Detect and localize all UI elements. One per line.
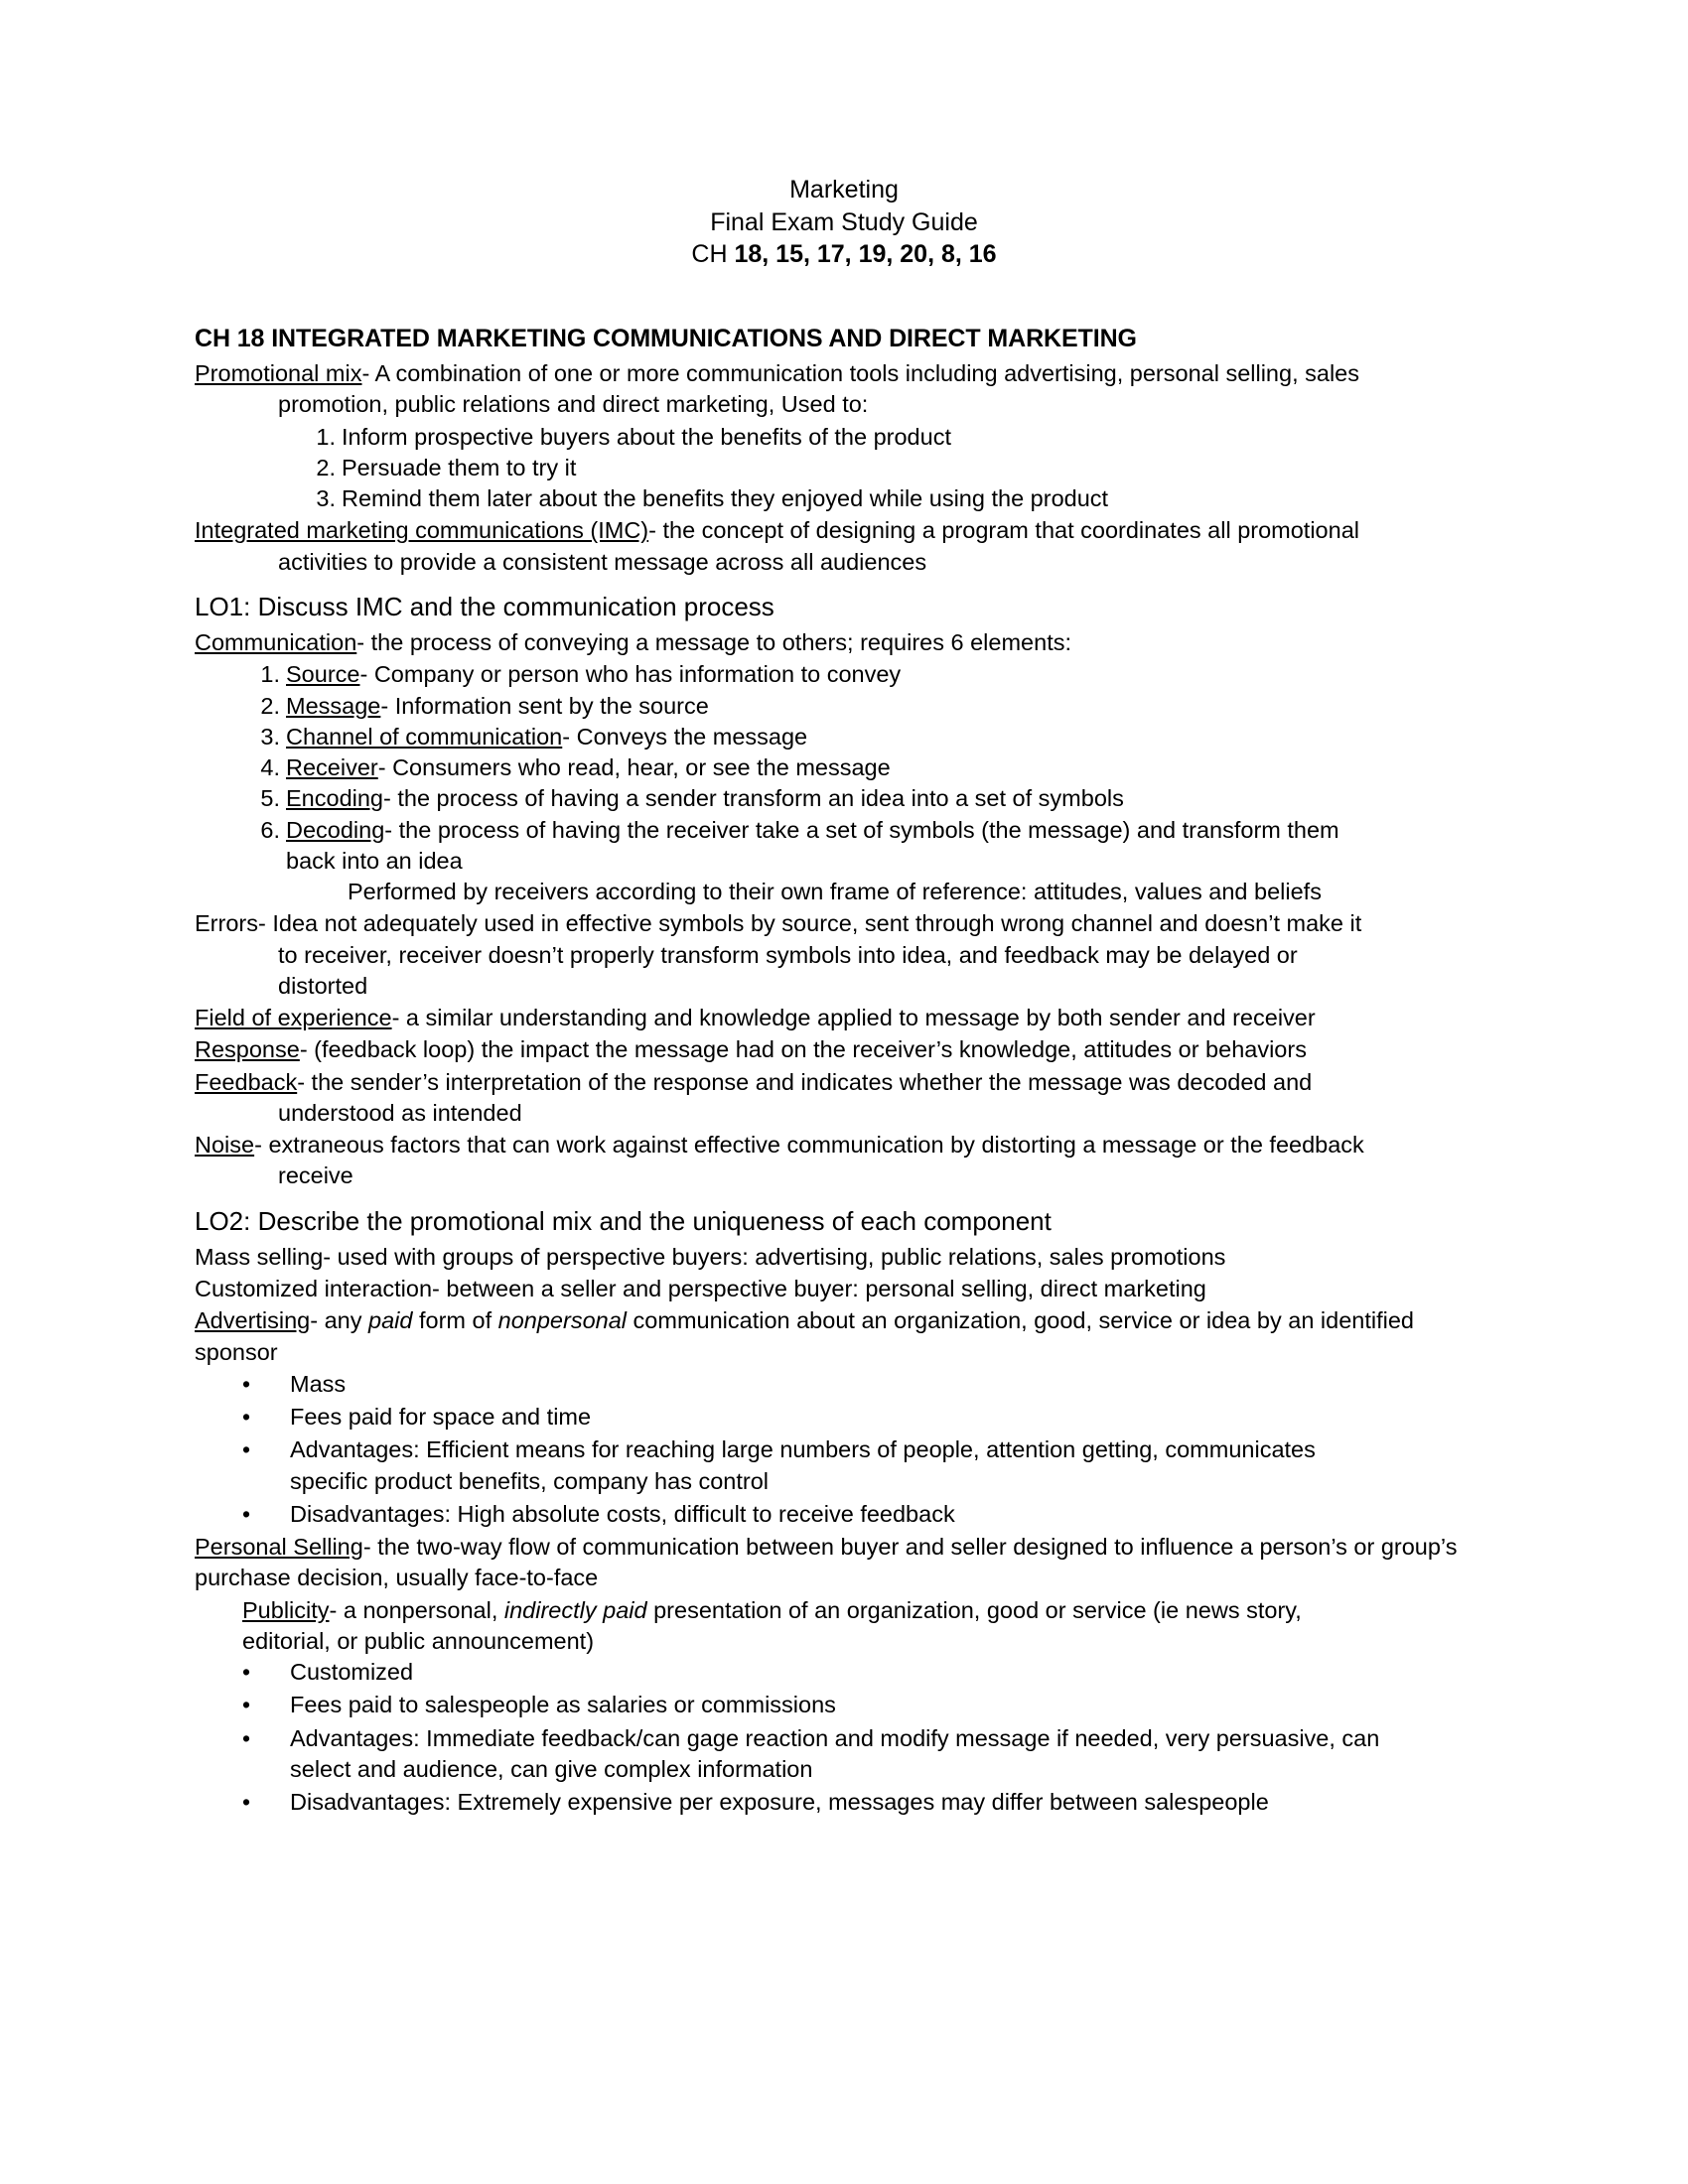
list-item	[195, 1402, 1493, 1433]
list-item	[195, 1657, 1493, 1688]
advertising-italic-nonpersonal: nonpersonal	[497, 1307, 628, 1334]
advertising-text-cont: identified sponsor	[195, 1307, 1414, 1365]
publicity-bullets	[195, 1657, 1493, 1818]
term-imc: Integrated marketing communications (IMC)	[195, 517, 649, 544]
list-item	[195, 1787, 1493, 1818]
response-definition	[195, 1034, 1493, 1065]
bullet-icon: •	[242, 1436, 251, 1463]
feedback-definition	[195, 1067, 1493, 1130]
term-field-of-experience: Field of experience	[195, 1005, 392, 1031]
heading-lo2: LO2: Describe the promotional mix and the uniqueness of each component	[195, 1205, 1052, 1236]
bullet-text: Fees paid for space and time	[290, 1404, 592, 1431]
list-item	[195, 783, 1493, 814]
list-item	[195, 422, 1493, 453]
advertising-definition	[195, 1305, 1493, 1368]
communication-elements-list	[195, 659, 1493, 907]
bullet-icon: •	[242, 1724, 251, 1751]
term-errors: Errors	[195, 910, 258, 937]
list-number: 3.	[316, 485, 336, 511]
advertising-text-3: communication about an organization, good, service or idea by an	[627, 1307, 1315, 1334]
promotional-mix-text-cont: promotion, public relations and direct marketing, Used to:	[278, 391, 869, 418]
list-number: 1.	[260, 661, 280, 688]
feedback-text: - the sender’s interpretation of the response and indicates whether the message was decoded and	[297, 1068, 1313, 1095]
list-number: 4.	[260, 754, 280, 781]
imc-text: - the concept of designing a program that coordinates all promotional	[648, 517, 1359, 544]
communication-text: - the process of conveying a message to others; requires 6 elements:	[356, 629, 1071, 656]
errors-text: - Idea not adequately used in effective symbols by source, sent through wrong channel and doesn’t make it	[257, 910, 1362, 937]
advertising-text-2: form of	[412, 1307, 498, 1334]
list-item	[195, 691, 1493, 722]
errors-text-cont: to receiver, receiver doesn’t properly transform symbols into idea, and feedback may be delayed or	[278, 941, 1298, 968]
publicity-definition	[195, 1595, 1493, 1658]
term-feedback: Feedback	[195, 1068, 298, 1095]
bullet-icon: •	[242, 1692, 251, 1718]
list-number: 2.	[316, 454, 336, 480]
element-term: Source	[286, 661, 360, 688]
bullet-icon: •	[242, 1370, 251, 1397]
publicity-italic-indirectly-paid: indirectly paid	[503, 1596, 647, 1623]
advertising-italic-paid: paid	[368, 1307, 413, 1334]
list-item	[195, 1369, 1493, 1400]
section-heading-ch18: CH 18 INTEGRATED MARKETING COMMUNICATIONS AND DIRECT MARKETING	[195, 324, 1137, 352]
list-item	[195, 483, 1493, 514]
bullet-text-cont: select and audience, can give complex information	[290, 1755, 813, 1782]
title-line-2: Final Exam Study Guide	[710, 207, 978, 236]
bullet-text: Disadvantages: High absolute costs, difficult to receive feedback	[290, 1500, 955, 1527]
element-text: - Conveys the message	[562, 723, 808, 750]
noise-text-cont: receive	[278, 1162, 353, 1189]
list-item	[195, 1690, 1493, 1720]
element-term: Message	[286, 692, 381, 719]
publicity-text-1: - a nonpersonal,	[329, 1596, 504, 1623]
personal-selling-text-cont: group’s purchase decision, usually face-to-face	[195, 1534, 1458, 1591]
list-number: 2.	[260, 692, 280, 719]
bullet-text: Advantages: Efficient means for reaching large numbers of people, attention getting, communicates	[290, 1436, 1316, 1463]
list-item	[195, 659, 1493, 690]
promotional-mix-definition	[195, 358, 1493, 421]
element-term: Channel of communication	[286, 723, 563, 750]
title-line-1: Marketing	[789, 176, 899, 204]
list-item	[195, 453, 1493, 483]
element-text: - Company or person who has information to convey	[359, 661, 902, 688]
bullet-text: Advantages: Immediate feedback/can gage reaction and modify message if needed, very persuasive, can	[290, 1724, 1380, 1751]
noise-text: - extraneous factors that can work against effective communication by distorting a message or the feedback	[254, 1132, 1364, 1159]
imc-definition	[195, 515, 1493, 578]
personal-selling-definition	[195, 1532, 1493, 1594]
title-line-3-chapters: 18, 15, 17, 19, 20, 8, 16	[734, 240, 997, 268]
advertising-text-1: - any	[310, 1307, 369, 1334]
title-line-3	[195, 238, 1493, 271]
customized-interaction-definition: Customized interaction- between a seller and perspective buyer: personal selling, direct marketing	[195, 1276, 1206, 1302]
promotional-mix-text: - A combination of one or more communication tools including advertising, personal selling, sales	[361, 360, 1359, 386]
title-line-3-prefix: CH	[691, 240, 735, 268]
element-text: - the process of having the receiver take a set of symbols (the message) and transform them	[384, 816, 1339, 843]
term-personal-selling: Personal Selling	[195, 1534, 363, 1561]
list-number: 1.	[316, 423, 336, 450]
term-communication: Communication	[195, 629, 357, 656]
term-promotional-mix: Promotional mix	[195, 360, 362, 386]
list-text: Persuade them to try it	[342, 454, 577, 480]
list-item	[195, 815, 1493, 908]
bullet-icon: •	[242, 1789, 251, 1816]
list-item	[195, 752, 1493, 783]
personal-selling-text: - the two-way flow of communication between buyer and seller designed to influence a person’s or	[362, 1534, 1375, 1561]
publicity-text-cont: editorial, or public announcement)	[242, 1627, 595, 1654]
publicity-text-2: presentation of an organization, good or service (ie news story,	[646, 1596, 1302, 1623]
advertising-bullets	[195, 1369, 1493, 1530]
noise-definition	[195, 1130, 1493, 1192]
element-term: Decoding	[286, 816, 385, 843]
element-text: - the process of having a sender transform an idea into a set of symbols	[383, 785, 1124, 812]
element-term: Receiver	[286, 754, 378, 781]
heading-lo1: LO1: Discuss IMC and the communication process	[195, 591, 774, 621]
list-item	[195, 1499, 1493, 1530]
mass-selling-definition: Mass selling- used with groups of perspective buyers: advertising, public relations, sales promotions	[195, 1243, 1226, 1270]
document-title-block	[195, 174, 1493, 271]
bullet-icon: •	[242, 1404, 251, 1431]
communication-definition	[195, 627, 1493, 658]
list-item	[195, 1723, 1493, 1786]
bullet-icon: •	[242, 1659, 251, 1686]
element-text-cont: back into an idea	[286, 847, 463, 874]
bullet-text: Mass	[290, 1370, 347, 1397]
response-text: - (feedback loop) the impact the message had on the receiver’s knowledge, attitudes or behaviors	[299, 1036, 1307, 1063]
bullet-icon: •	[242, 1500, 251, 1527]
bullet-text-cont: specific product benefits, company has control	[290, 1467, 770, 1494]
errors-definition	[195, 908, 1493, 1002]
feedback-text-cont: understood as intended	[278, 1099, 522, 1126]
term-noise: Noise	[195, 1132, 255, 1159]
promotional-mix-uses-list	[195, 422, 1493, 515]
list-number: 6.	[260, 816, 280, 843]
element-text: - Information sent by the source	[380, 692, 709, 719]
errors-text-cont2: distorted	[278, 972, 368, 999]
list-number: 5.	[260, 785, 280, 812]
list-item	[195, 722, 1493, 752]
list-text: Inform prospective buyers about the benefits of the product	[342, 423, 951, 450]
element-text-cont2: Performed by receivers according to their own frame of reference: attitudes, values and beliefs	[348, 879, 1322, 905]
element-text: - Consumers who read, hear, or see the message	[377, 754, 891, 781]
term-publicity: Publicity	[242, 1596, 330, 1623]
field-of-experience-text: - a similar understanding and knowledge applied to message by both sender and receiver	[391, 1005, 1316, 1031]
imc-text-cont: activities to provide a consistent message across all audiences	[278, 548, 927, 575]
list-number: 3.	[260, 723, 280, 750]
bullet-text: Fees paid to salespeople as salaries or commissions	[290, 1692, 836, 1718]
term-response: Response	[195, 1036, 300, 1063]
bullet-text: Customized	[290, 1659, 414, 1686]
list-item	[195, 1434, 1493, 1497]
element-term: Encoding	[286, 785, 383, 812]
field-of-experience-definition	[195, 1003, 1493, 1033]
list-text: Remind them later about the benefits they enjoyed while using the product	[342, 485, 1109, 511]
term-advertising: Advertising	[195, 1307, 311, 1334]
bullet-text: Disadvantages: Extremely expensive per exposure, messages may differ between salespeople	[290, 1789, 1269, 1816]
